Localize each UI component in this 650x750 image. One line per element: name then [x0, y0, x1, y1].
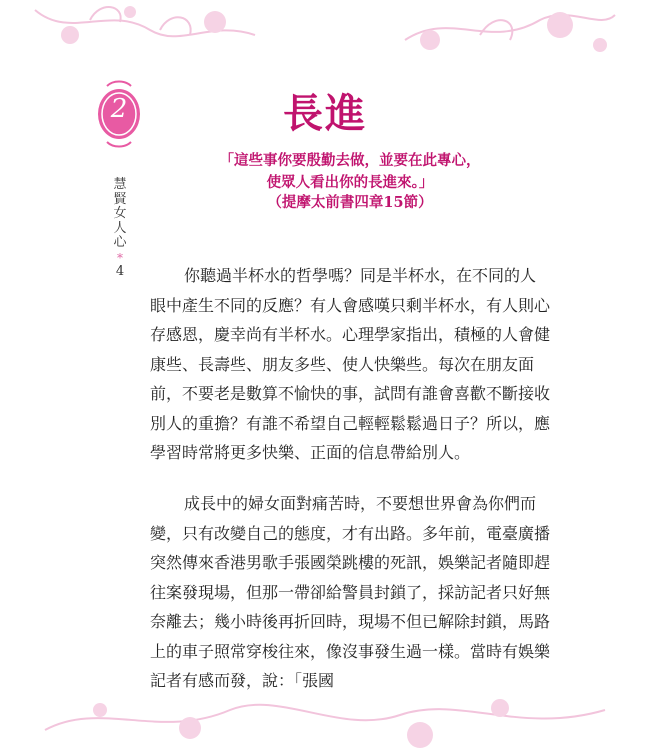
verse-line-2: 使眾人看出你的長進來。」: [266, 174, 434, 191]
chapter-number: 2: [110, 94, 128, 124]
body-paragraph-1: [150, 261, 550, 468]
top-left-floral-ornament: [30, 0, 260, 70]
paragraph-text: 成長中的婦女面對痛苦時，不要想世界會為你們而變，只有改變自己的態度，才有出路。多年前，電臺廣播突然傳來香港男歌手張國榮跳樓的死訊，娛樂記者隨即趕往案發現場，但那一帶卻給警員封鎖了，採訪記者只好無奈離去；幾小時後再折回時，現場不但已解除封鎖，馬路上的車子照常穿梭往來，像沒事發生過一樣。當時有娛樂記者有感而發，說：「張國: [150, 494, 551, 690]
book-title-char: 心: [113, 235, 127, 250]
book-title-char: 賢: [113, 191, 127, 207]
running-header-vertical: [110, 178, 130, 280]
star-separator-icon: *: [117, 250, 123, 265]
chapter-title: 長進: [283, 91, 367, 137]
book-title-char: 慧: [113, 177, 127, 192]
top-right-floral-ornament: [400, 0, 620, 70]
paragraph-text: 你聽過半杯水的哲學嗎？同是半杯水，在不同的人眼中產生不同的反應？有人會感嘆只剩半杯水，有人則心存感恩，慶幸尚有半杯水。心理學家指出，積極的人會健康些、長壽些、朋友多些、使人快樂些。每次在朋友面前，不要老是數算不愉快的事，試問有誰會喜歡不斷接收別人的重擔？有誰不希望自己輕輕鬆鬆過日子？所以，應學習時常將更多快樂、正面的信息帶給別人。: [150, 266, 551, 462]
body-paragraph-2: [150, 489, 550, 696]
book-title-char: 人: [113, 220, 127, 236]
page-number: 4: [115, 264, 125, 279]
verse-reference: （提摩太前書四章15節）: [267, 194, 433, 211]
verse-line-1: 「這些事你要殷勤去做，並要在此專心，: [219, 152, 481, 169]
book-title-char: 女: [113, 206, 127, 221]
